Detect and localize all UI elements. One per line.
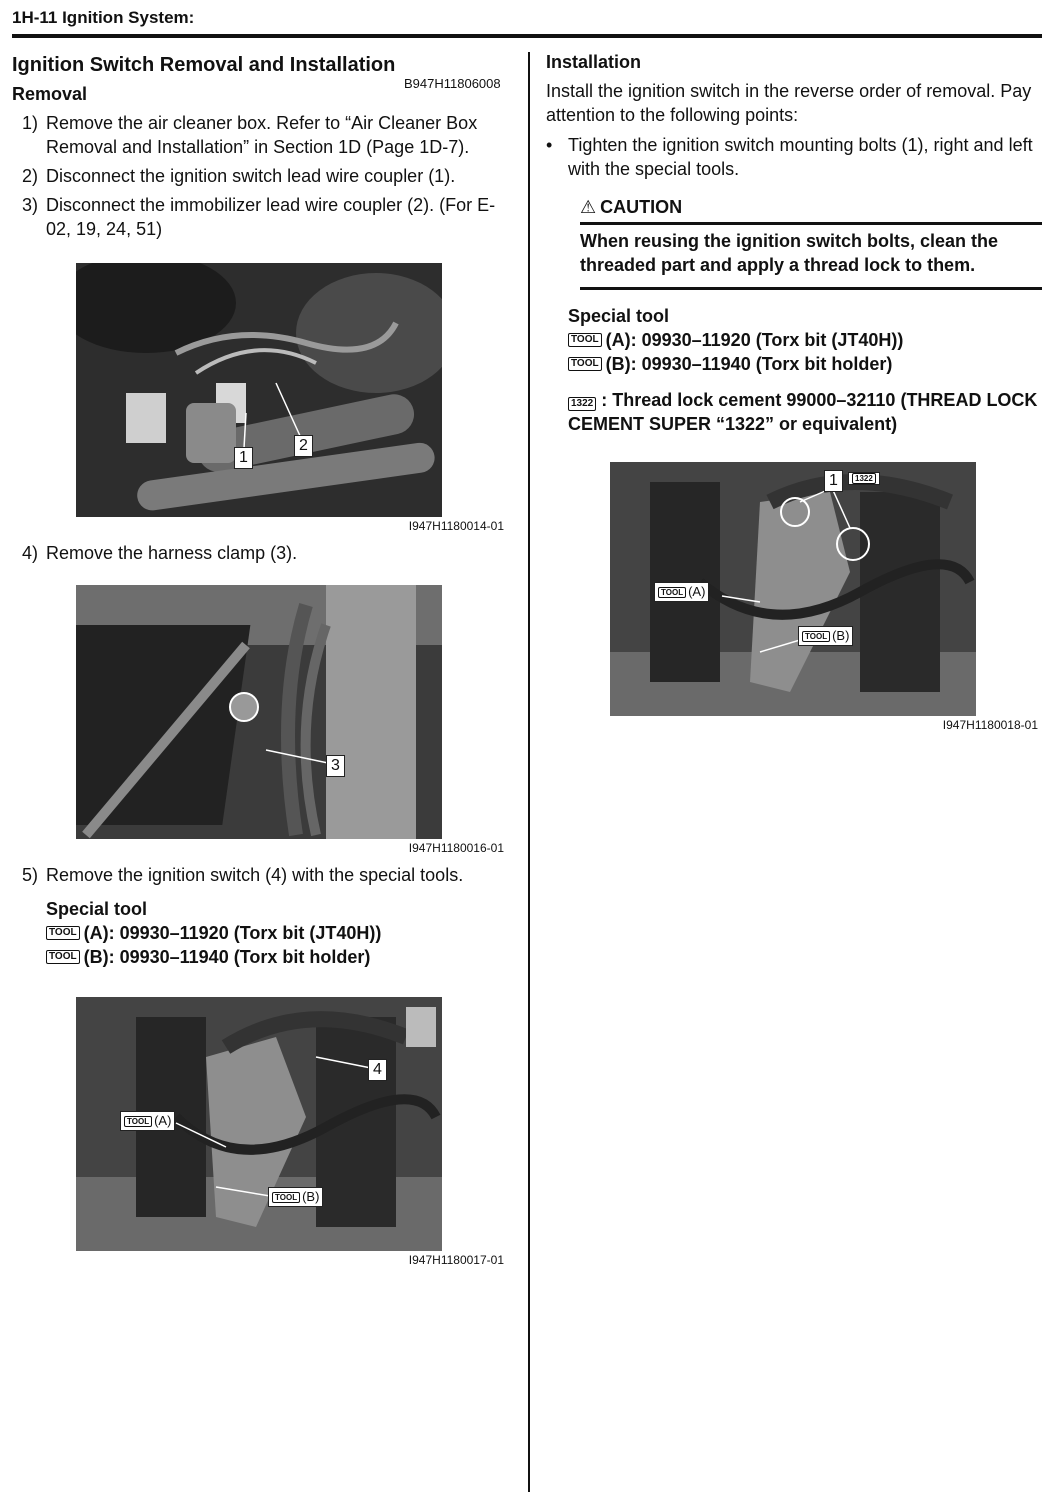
tool-icon: TOOL [272, 1192, 300, 1203]
step-5: 5) Remove the ignition switch (4) with the special tools. [22, 865, 464, 885]
special-tool-list [568, 304, 1042, 436]
tool-tag-b: TOOL (B) [268, 1187, 323, 1207]
tool-icon: TOOL [46, 926, 80, 940]
photo-couplers [76, 263, 442, 517]
section-title: Ignition Switch Removal and Installation [12, 54, 396, 76]
tool-icon: TOOL [658, 587, 686, 598]
page-header: 1H-11 Ignition System: [12, 8, 195, 27]
step-3: 3) Disconnect the immobilizer lead wire coupler (2). (For E-02, 19, 24, 51) [22, 195, 496, 239]
tool-tag-a: TOOL (A) [120, 1111, 175, 1131]
tool-icon: TOOL [46, 950, 80, 964]
thread-lock-icon: 1322 [568, 397, 596, 411]
step-4: 4) Remove the harness clamp (3). [22, 543, 298, 563]
photo-harness-clamp [76, 585, 442, 839]
photo-caption: I947H1180014-01 [408, 519, 504, 533]
tool-a: (A): 09930–11920 (Torx bit (JT40H)) [83, 923, 382, 943]
callout-2: 2 [294, 435, 313, 457]
callout-4: 4 [368, 1059, 387, 1081]
callout-1: 1 [234, 447, 253, 469]
doc-id: B947H11806008 [404, 76, 501, 91]
tool-icon: TOOL [802, 631, 830, 642]
tool-tag-b: TOOL (B) [798, 626, 853, 646]
photo-caption: I947H1180016-01 [408, 841, 504, 855]
special-tool-heading: Special tool [568, 306, 670, 326]
install-bullet: • Tighten the ignition switch mounting bolts (1), right and left with the special tools. [546, 135, 1033, 179]
thread-lock-spec: 1322 : Thread lock cement 99000–32110 (THREAD LOCK CEMENT SUPER “1322” or equivalent) [568, 390, 1038, 434]
tool-b: (B): 09930–11940 (Torx bit holder) [605, 354, 893, 374]
photo-caption: I947H1180018-01 [942, 718, 1038, 732]
bullet-dot: • [546, 135, 553, 155]
callout-1: 1 [824, 470, 843, 492]
left-column [12, 52, 512, 1275]
special-tool-list [46, 897, 512, 969]
installation-heading: Installation [546, 52, 642, 72]
tool-icon: TOOL [568, 357, 602, 371]
caution-box [580, 197, 1042, 290]
photo-switch-installation [610, 462, 976, 716]
tool-icon: TOOL [124, 1116, 152, 1127]
tool-a: (A): 09930–11920 (Torx bit (JT40H)) [605, 330, 904, 350]
photo-caption: I947H1180017-01 [408, 1253, 504, 1267]
caution-text: When reusing the ignition switch bolts, clean the threaded part and apply a thread lock to them. [580, 225, 1042, 290]
thread-lock-tag [848, 472, 880, 485]
step-1: 1) Remove the air cleaner box. Refer to “Air Cleaner Box Removal and Installation” in Section 1D (Page 1D-7). [22, 113, 478, 157]
tool-b: (B): 09930–11940 (Torx bit holder) [83, 947, 371, 967]
warning-icon: ⚠ [580, 197, 597, 217]
column-divider [528, 52, 530, 1492]
header-rule [12, 34, 1042, 38]
right-column [546, 52, 1042, 740]
special-tool-heading: Special tool [46, 899, 148, 919]
tool-icon: TOOL [568, 333, 602, 347]
removal-heading: Removal [12, 84, 88, 104]
thread-lock-icon: 1322 [852, 473, 876, 484]
installation-intro: Install the ignition switch in the reverse order of removal. Pay attention to the following points: [546, 81, 1032, 125]
callout-3: 3 [326, 755, 345, 777]
tool-tag-a: TOOL (A) [654, 582, 709, 602]
photo-switch-removal [76, 997, 442, 1251]
caution-heading: ⚠ CAUTION [580, 197, 1042, 225]
step-2: 2) Disconnect the ignition switch lead wire coupler (1). [22, 166, 456, 186]
